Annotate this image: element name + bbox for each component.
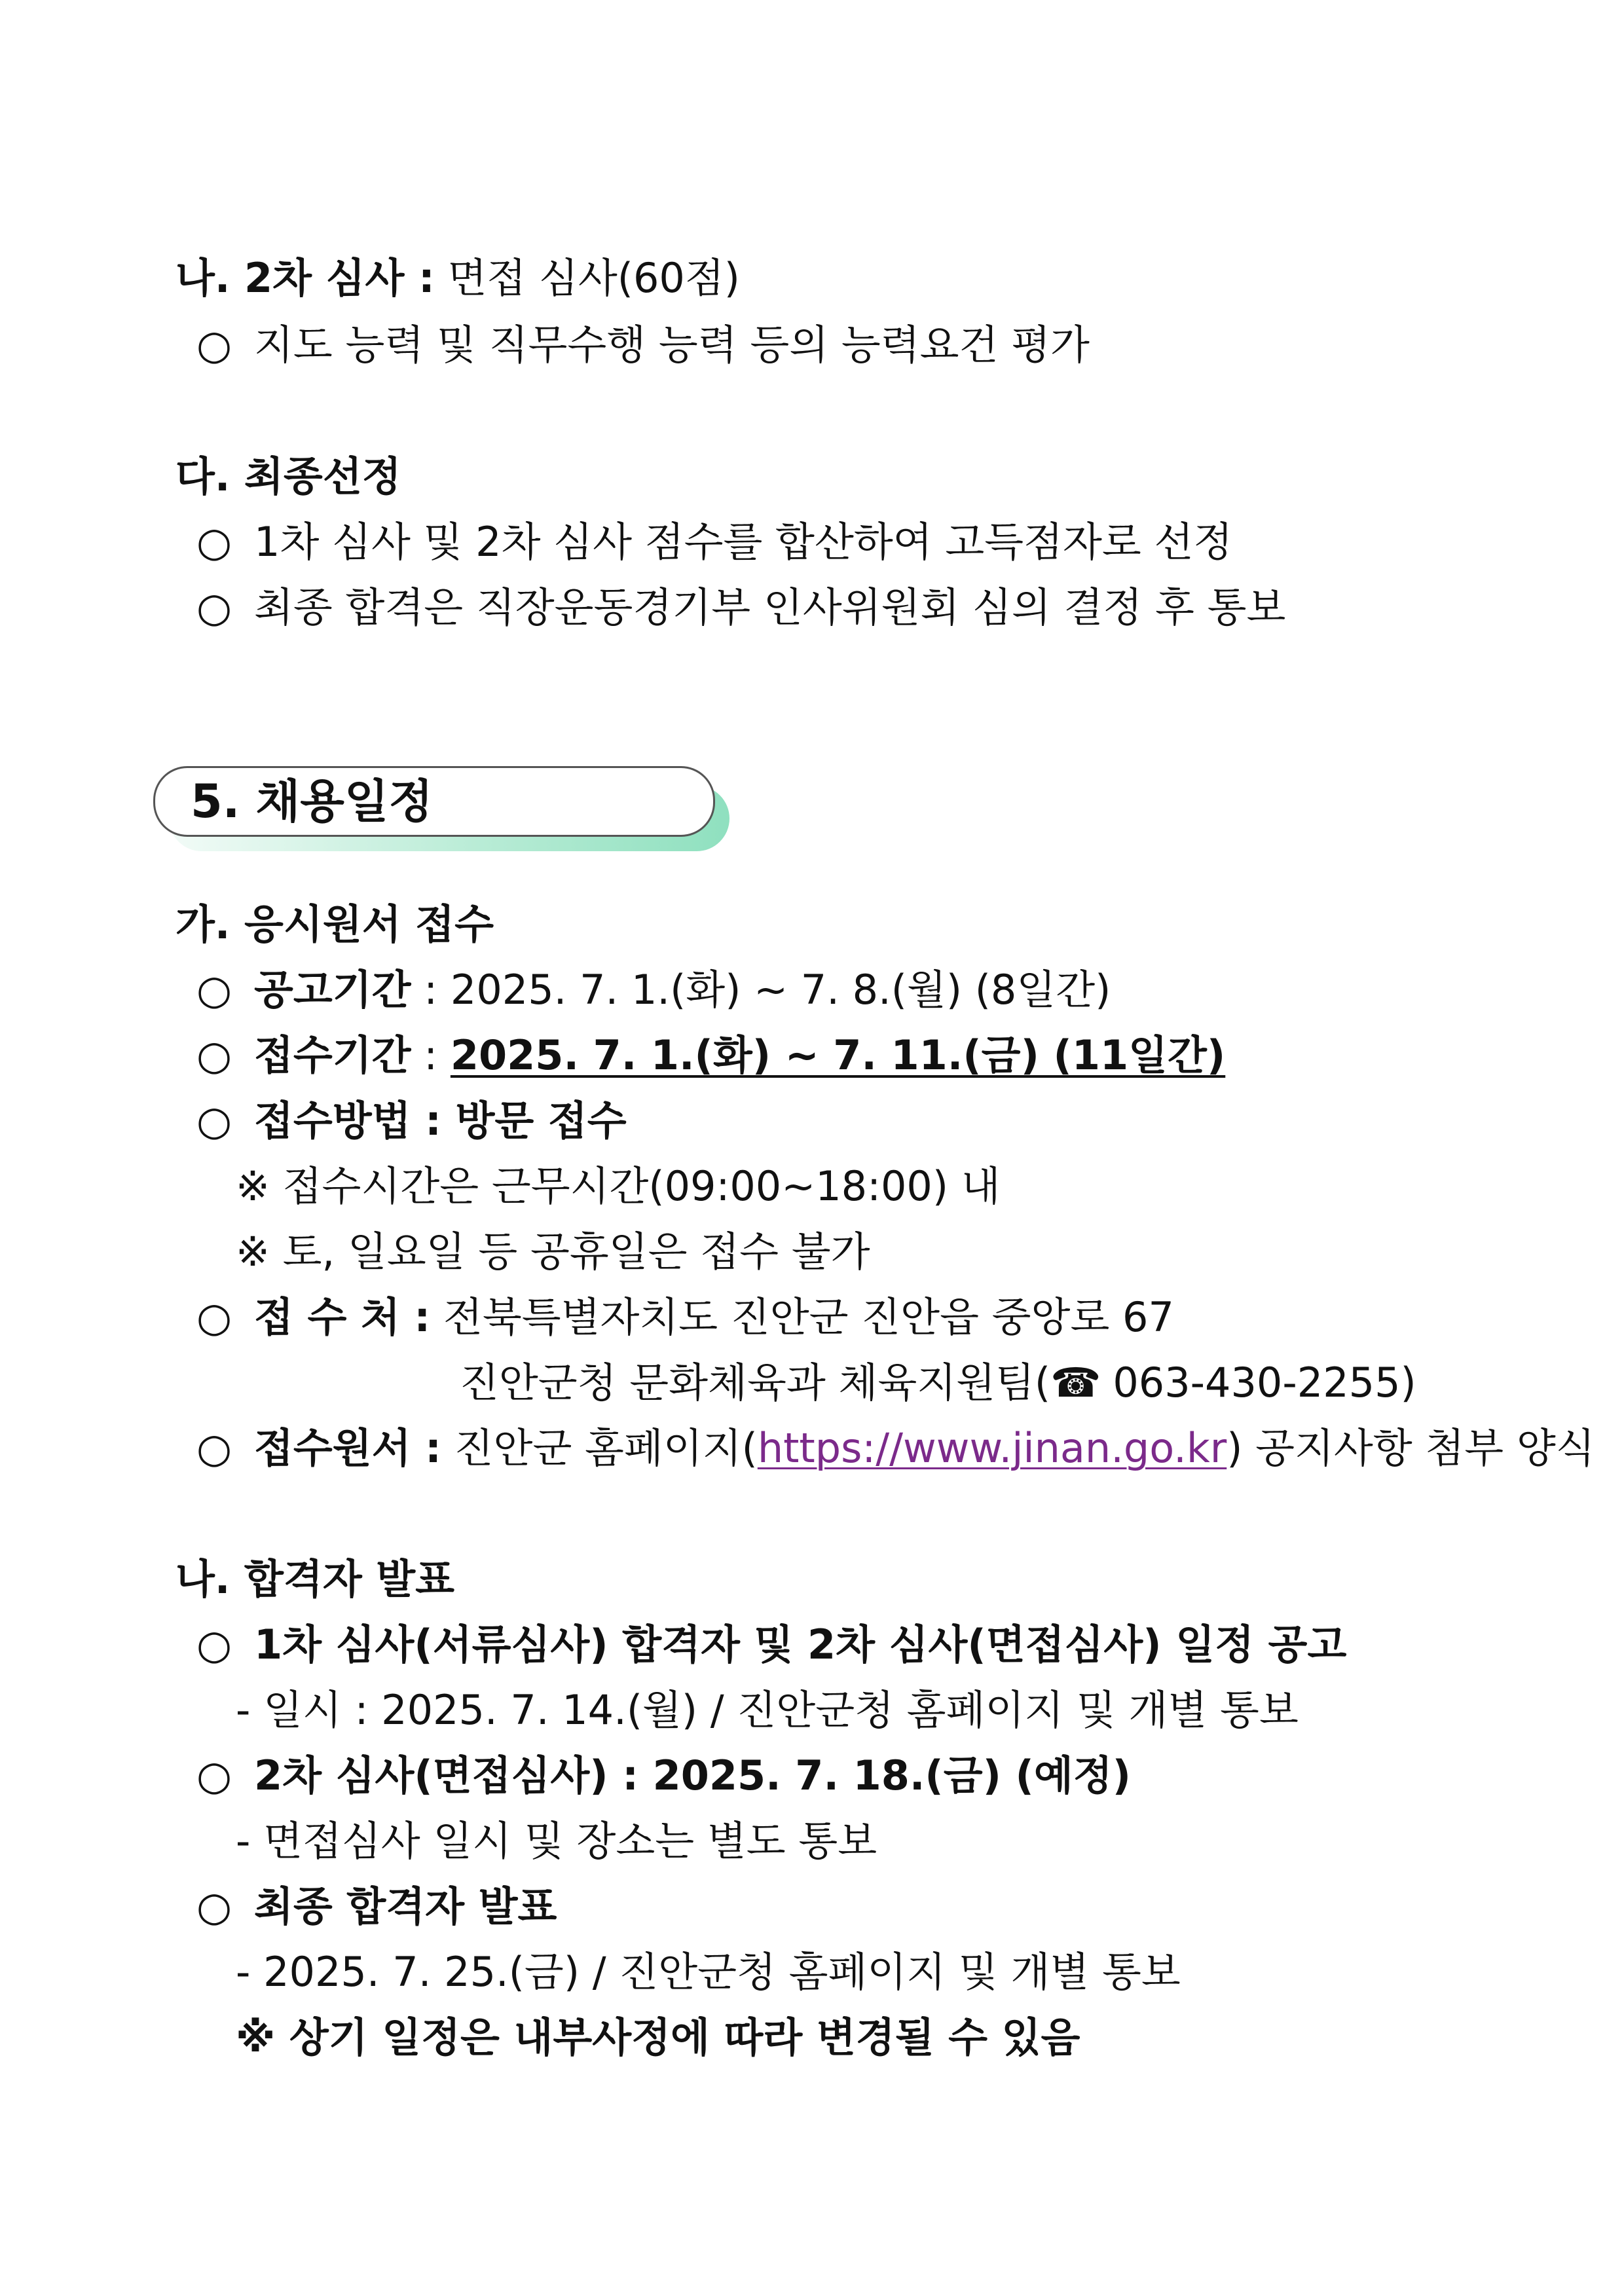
final-selection-item-text: 1차 심사 및 2차 심사 점수를 합산하여 고득점자로 선정	[254, 518, 1233, 566]
notice-period-item	[196, 964, 1111, 1016]
application-form-item	[196, 1422, 1595, 1475]
final-selection-item	[196, 516, 1232, 568]
receipt-period-sep: :	[411, 1031, 451, 1079]
application-form-suffix: ) 공지사항 첨부 양식	[1227, 1424, 1595, 1472]
circle-bullet-icon: ○	[196, 1621, 232, 1668]
second-screening-detail: 면접 심사(60점)	[434, 254, 740, 302]
final-selection-item	[196, 581, 1285, 634]
first-result-detail: - 일시 : 2025. 7. 14.(월) / 진안군청 홈페이지 및 개별 통보	[236, 1686, 1299, 1734]
final-selection-item-text: 최종 합격은 직장운동경기부 인사위원회 심의 결정 후 통보	[254, 583, 1286, 631]
receipt-period-label: 접수기간	[254, 1031, 411, 1079]
final-result-detail: - 2025. 7. 25.(금) / 진안군청 홈페이지 및 개별 통보	[236, 1948, 1181, 1996]
first-result-item	[196, 1619, 1346, 1671]
circle-bullet-icon: ○	[196, 966, 232, 1014]
receipt-place-label: 접 수 처 :	[254, 1293, 431, 1341]
circle-bullet-icon: ○	[196, 583, 232, 631]
notice-period-value: 2025. 7. 1.(화) ~ 7. 8.(월) (8일간)	[450, 966, 1111, 1014]
receipt-note: ※ 토, 일요일 등 공휴일은 접수 불가	[236, 1228, 870, 1276]
first-result-title: 1차 심사(서류심사) 합격자 및 2차 심사(면접심사) 일정 공고	[254, 1621, 1347, 1668]
circle-bullet-icon: ○	[196, 1097, 232, 1145]
circle-bullet-icon: ○	[196, 1752, 232, 1799]
receipt-note: ※ 접수시간은 근무시간(09:00~18:00) 내	[236, 1162, 1001, 1210]
circle-bullet-icon: ○	[196, 518, 232, 566]
application-form-prefix: 진안군 홈페이지(	[441, 1424, 758, 1472]
receipt-place-office-text: 진안군청 문화체육과 체육지원팀(	[460, 1359, 1051, 1406]
schedule-change-notice: ※ 상기 일정은 내부사정에 따라 변경될 수 있음	[236, 2013, 1080, 2061]
receipt-period-value: 2025. 7. 1.(화) ~ 7. 11.(금) (11일간)	[450, 1031, 1226, 1079]
circle-bullet-icon: ○	[196, 1424, 232, 1472]
notice-period-sep: :	[411, 966, 451, 1014]
receipt-place-office	[460, 1357, 1416, 1409]
receipt-method-text: 접수방법 : 방문 접수	[254, 1097, 627, 1145]
receipt-place-phone: 063-430-2255)	[1113, 1359, 1416, 1406]
interview-item	[196, 1750, 1131, 1802]
notice-period-label: 공고기간	[254, 966, 411, 1014]
section-header-box	[153, 766, 729, 851]
receipt-period-item	[196, 1029, 1225, 1082]
receipt-place-address: 전북특별자치도 진안군 진안읍 중앙로 67	[430, 1293, 1174, 1341]
interview-title: 2차 심사(면접심사) : 2025. 7. 18.(금) (예정)	[254, 1752, 1132, 1799]
second-screening-heading	[175, 252, 740, 304]
announcement-heading: 나. 합격자 발표	[175, 1555, 455, 1603]
second-screening-item-text: 지도 능력 및 직무수행 능력 등의 능력요건 평가	[254, 321, 1090, 369]
circle-bullet-icon: ○	[196, 1882, 232, 1930]
application-form-label: 접수원서 :	[254, 1424, 441, 1472]
application-heading: 가. 응시원서 접수	[175, 900, 494, 948]
interview-detail: - 면접심사 일시 및 장소는 별도 통보	[236, 1817, 877, 1865]
circle-bullet-icon: ○	[196, 1031, 232, 1079]
receipt-place-item	[196, 1291, 1174, 1344]
circle-bullet-icon: ○	[196, 321, 232, 369]
second-screening-item	[196, 319, 1090, 371]
final-result-item	[196, 1881, 557, 1933]
receipt-method-item	[196, 1095, 627, 1147]
phone-icon: ☎	[1050, 1359, 1101, 1406]
final-result-title: 최종 합격자 발표	[254, 1882, 557, 1930]
homepage-link[interactable]: https://www.jinan.go.kr	[757, 1424, 1227, 1472]
section-title: 5. 채용일정	[191, 775, 434, 828]
second-screening-label: 나. 2차 심사 :	[175, 254, 435, 302]
circle-bullet-icon: ○	[196, 1293, 232, 1341]
section-header-frame	[153, 766, 715, 837]
final-selection-heading: 다. 최종선정	[175, 452, 401, 500]
